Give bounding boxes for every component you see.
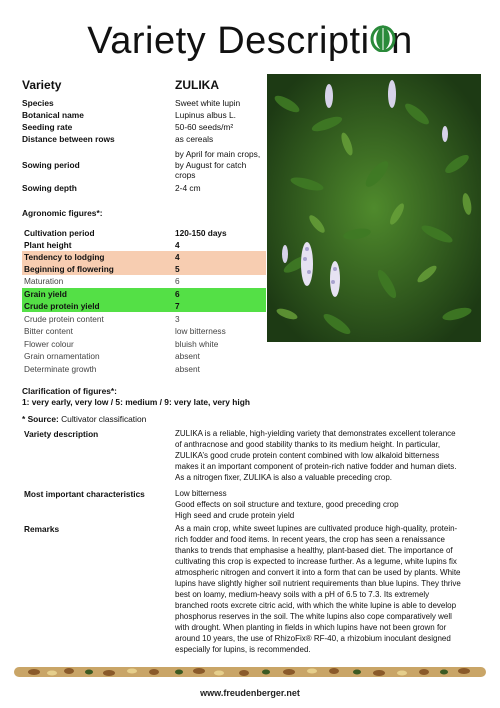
agro-row-plant-height: Plant height 4 <box>24 240 180 250</box>
sowing-depth-value: 2-4 cm <box>175 183 201 193</box>
remarks-text: As a main crop, white sweet lupines are cultivated produce high-quality, protein- rich fodder and food items. In recent years, the crop has seen a renaissance thanks to trends that emphasise a healthy, plant-based diet. The importance of cultivating this crop is expected to increase further. As a legume, white lupins fix atmospheric nitrogen and convert it into a form that can be used by plants. White lupins have slightly higher soil nutrient requirements than blue lupins. They thrive best on loamy, medium-heavy soils with a pH of 6.5 to 7.3. Its extremely branched roots excrete citric acid, with which the white lupine is able to develop phosphorus reserves in the soil. The white lupins also cope comparatively well with drought. When planting in fields in which lupins have not been grown for around 10 years, the use of RhizoFix® RF-40, a rhizobium inoculant designed especially for lupins, is recommended. <box>175 524 461 654</box>
agro-row-crude-protein-content: Crude protein content 3 <box>24 314 180 324</box>
seeding-rate-label: Seeding rate <box>22 122 73 132</box>
agro-row-grain-ornamentation: Grain ornamentation absent <box>24 351 200 361</box>
seeding-rate-value: 50-60 seeds/m² <box>175 122 234 132</box>
agro-row-beginning-of-flowering: Beginning of flowering 5 <box>22 263 266 275</box>
leaf-logo-o <box>370 20 392 63</box>
characteristics-label: Most important characteristics <box>24 489 145 499</box>
agro-row-bitter-content: Bitter content low bitterness <box>24 326 226 336</box>
variety-name: ZULIKA <box>175 78 219 92</box>
agro-row-tendency-to-lodging: Tendency to lodging 4 <box>22 251 266 263</box>
sowing-period-value: by April for main crops, by August for catch crops <box>175 149 261 180</box>
seed-strip-decoration <box>14 664 486 680</box>
agro-row-crude-protein-yield: Crude protein yield 7 <box>22 300 266 312</box>
variety-description-text: ZULIKA is a reliable, high-yielding variety that demonstrates excellent tolerance of anthracnose and good stability thanks to its medium height. In particular, ZULIKA’s good crude protein content combined with low alkaloid bitterness makes it an important component of protein-rich native fodder and human diets. As a nitrogen fixer, ZULIKA is also a valuable preceding crop. <box>175 429 457 482</box>
agronomic-heading: Agronomic figures*: <box>22 208 103 218</box>
source-note: * Source: Cultivator classification <box>22 414 147 424</box>
botanical-name-value: Lupinus albus L. <box>175 110 236 120</box>
agro-row-cultivation-period: Cultivation period 120-150 days <box>24 228 227 238</box>
remarks-label: Remarks <box>24 524 60 534</box>
website-link[interactable]: www.freudenberger.net <box>200 688 300 698</box>
sowing-depth-label: Sowing depth <box>22 183 77 193</box>
clarification-text: 1: very early, very low / 5: medium / 9: very late, very high <box>22 397 250 407</box>
variety-label: Variety <box>22 78 62 92</box>
botanical-name-label: Botanical name <box>22 110 84 120</box>
agro-row-grain-yield: Grain yield 6 <box>22 288 266 300</box>
row-distance-label: Distance between rows <box>22 134 115 144</box>
page-title: Variety Descripti n <box>87 20 413 62</box>
sowing-period-label: Sowing period <box>22 160 80 170</box>
row-distance-value: as cereals <box>175 134 214 144</box>
clarification-heading: Clarification of figures*: <box>22 386 117 396</box>
variety-description-label: Variety description <box>24 429 99 439</box>
species-value: Sweet white lupin <box>175 98 241 108</box>
lupin-photo <box>267 74 481 342</box>
agro-row-maturation: Maturation 6 <box>24 276 180 286</box>
agro-row-flower-colour: Flower colour bluish white <box>24 339 219 349</box>
characteristics-text: Low bitterness Good effects on soil structure and texture, good preceding crop High seed and crude protein yield <box>175 489 399 520</box>
species-label: Species <box>22 98 54 108</box>
agro-row-determinate-growth: Determinate growth absent <box>24 364 200 374</box>
